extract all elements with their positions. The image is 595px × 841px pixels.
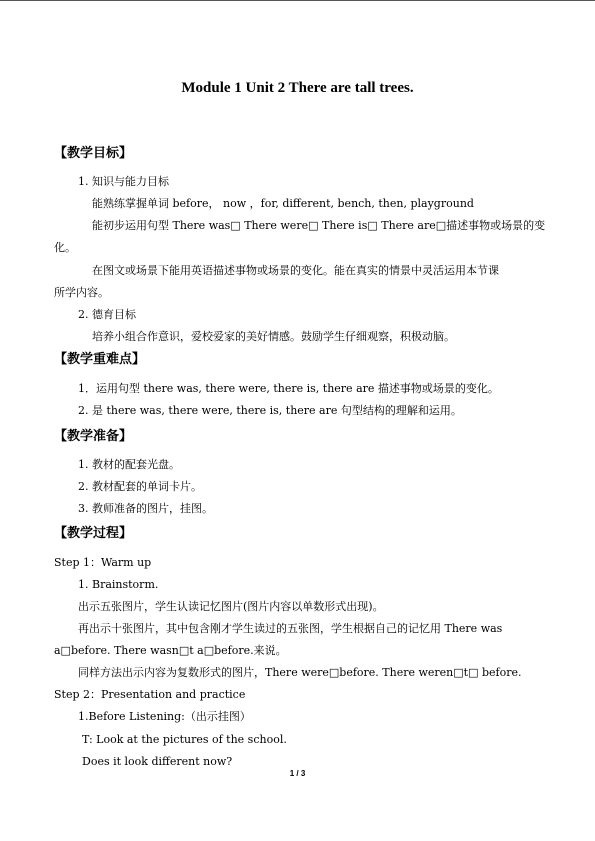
body-line: Step 1：Warm up (54, 556, 152, 569)
heading-process: 【教学过程】 (54, 526, 133, 541)
body-line: T: Look at the pictures of the school. (82, 733, 287, 746)
heading-key-points: 【教学重难点】 (54, 352, 146, 367)
heading-preparation: 【教学准备】 (54, 429, 133, 444)
body-line: 1. 教材的配套光盘。 (78, 458, 180, 471)
body-line: 1. 知识与能力目标 (78, 175, 169, 188)
document-title: Module 1 Unit 2 There are tall trees. (181, 80, 414, 96)
body-line: 同样方法出示内容为复数形式的图片，There were□before. There weren□t□ before. (78, 666, 522, 679)
top-rule (0, 0, 595, 1)
body-line: 培养小组合作意识，爱校爱家的美好情感。鼓励学生仔细观察，积极动脑。 (92, 330, 455, 343)
body-line: 再出示十张图片，其中包含刚才学生读过的五张图，学生根据自己的记忆用 There was (78, 622, 503, 635)
heading-objectives: 【教学目标】 (54, 146, 133, 161)
body-line: Step 2：Presentation and practice (54, 688, 246, 701)
body-line: 2. 是 there was, there were, there is, there are 句型结构的理解和运用。 (78, 404, 462, 417)
body-line: 所学内容。 (54, 286, 109, 299)
body-line: 3. 教师准备的图片，挂图。 (78, 502, 213, 515)
body-line: 2. 教材配套的单词卡片。 (78, 480, 202, 493)
body-line: 2. 德育目标 (78, 308, 136, 321)
body-line: 化。 (54, 241, 76, 254)
body-line: 1. Brainstorm. (78, 578, 159, 591)
body-line: a□before. There wasn□t a□before.来说。 (54, 644, 287, 657)
body-line: 1．运用句型 there was, there were, there is, there are 描述事物或场景的变化。 (78, 382, 499, 395)
body-line: Does it look different now? (82, 755, 233, 768)
body-line: 在图文或场景下能用英语描述事物或场景的变化。能在真实的情景中灵活运用本节课 (92, 264, 499, 277)
body-line: 1.Before Listening:（出示挂图） (78, 710, 251, 723)
body-line: 能熟练掌握单词 before， now ，for, different, bench, then, playground (92, 197, 474, 210)
body-line: 能初步运用句型 There was□ There were□ There is□ There are□描述事物或场景的变 (92, 219, 546, 232)
body-line: 出示五张图片，学生认读记忆图片(图片内容以单数形式出现)。 (78, 600, 384, 613)
page-number: 1 / 3 (289, 769, 306, 778)
